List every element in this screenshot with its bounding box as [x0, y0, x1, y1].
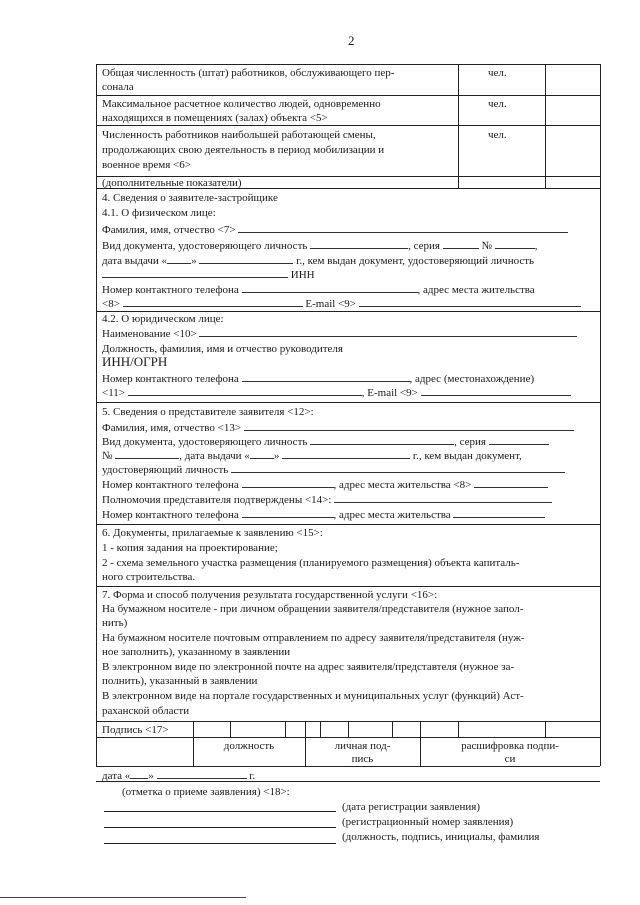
s5-phone3-field[interactable]: [102, 507, 545, 522]
s5-fio-field[interactable]: [102, 420, 574, 435]
date-prefix: дата «: [102, 770, 131, 782]
s7-option-paper-personal[interactable]: На бумажном носителе - при личном обращении заявителя/представителя (нужное запол-: [102, 603, 524, 615]
s4-doc-label: Вид документа, удостоверяющего личность: [102, 240, 308, 252]
s5-date-label: , дата выдачи «: [179, 450, 250, 462]
signature-col-decode-2: си: [504, 753, 516, 765]
reception-line-1[interactable]: [104, 811, 336, 812]
reception-line-2[interactable]: [104, 827, 336, 828]
row-capacity-label-2: находящихся в помещениях (залах) объекта <5>: [102, 112, 328, 124]
s4-date-label: дата выдачи «: [102, 255, 168, 267]
s5-issued-label: г., кем выдан документ,: [412, 450, 522, 462]
s4-email2-label: , E-mail <9>: [361, 387, 418, 399]
reception-line-3[interactable]: [104, 843, 336, 844]
s4-note11: <11>: [102, 387, 125, 399]
s4-inn-field[interactable]: [102, 267, 315, 282]
page-number: 2: [348, 33, 355, 48]
s4-fio-field[interactable]: [102, 222, 568, 237]
s5-series-label: , серия: [454, 436, 486, 448]
row-staff-label-2: сонала: [102, 81, 134, 93]
s5-date-field[interactable]: [102, 448, 522, 463]
s4-title: 4. Сведения о заявителе-застройщике: [102, 192, 278, 204]
reception-number-label: (регистрационный номер заявления): [342, 816, 514, 828]
signature-col-sign-1: личная под-: [334, 740, 391, 752]
date-suffix: г.: [249, 770, 256, 782]
s7-option-portal-2: раханской области: [102, 705, 190, 717]
s5-address-label: , адрес места жительства <8>: [333, 479, 472, 491]
s5-fio-label: Фамилия, имя, отчество <13>: [102, 422, 242, 434]
row-shift-label-1: Численность работников наибольшей работающей смены,: [102, 129, 376, 141]
s7-option-email-2: полнить), указанный в заявлении: [102, 675, 258, 687]
s5-address3-label: , адрес места жительства: [333, 509, 451, 521]
s4-note8: <8>: [102, 298, 120, 310]
s4-name-field[interactable]: [102, 326, 577, 341]
s4-legal-title: 4.2. О юридическом лице:: [102, 313, 224, 325]
s7-option-email[interactable]: В электронном виде по электронной почте на адрес заявителя/представтеля (нужное за-: [102, 661, 515, 673]
signature-title: Подпись <17>: [102, 724, 169, 736]
s4-doc-field[interactable]: Вид документа, удостоверяющего личность , серия № ,: [102, 240, 538, 252]
s4-address-label: , адрес места жительства: [417, 284, 535, 296]
row-staff-label-1: Общая численность (штат) работников, обслуживающего пер-: [102, 67, 395, 79]
s5-phone3-label: Номер контактного телефона: [102, 509, 239, 521]
s5-phone-field[interactable]: [102, 477, 548, 492]
s4-email-label: E-mail <9>: [305, 298, 357, 310]
s6-item-1: 1 - копия задания на проектирование;: [102, 542, 278, 554]
s5-date-quote: »: [273, 450, 280, 462]
s7-title: 7. Форма и способ получения результата государственной услуги <16>:: [102, 589, 438, 601]
s5-no-label: №: [102, 450, 113, 462]
row-shift-unit: чел.: [488, 129, 507, 141]
s4-email2-field[interactable]: [102, 385, 571, 400]
s4-date-field[interactable]: [102, 253, 534, 268]
s5-powers-label: Полномочия представителя подтверждены <14>:: [102, 494, 332, 506]
s5-phone-label: Номер контактного телефона: [102, 479, 239, 491]
s4-inn-ogrn-label: ИНН/ОГРН: [102, 354, 168, 369]
s4-phone-label: Номер контактного телефона: [102, 284, 239, 296]
s4-address2-label: , адрес (местонахождение): [409, 373, 535, 385]
s4-phone2-field[interactable]: [102, 371, 534, 386]
reception-official-label: (должность, подпись, инициалы, фамилия: [342, 831, 540, 843]
s5-doc2-label: удостоверяющий личность: [102, 464, 229, 476]
s4-head-label: Должность, фамилия, имя и отчество руководителя: [102, 343, 343, 355]
s7-option-paper-post[interactable]: На бумажном носителе почтовым отправлением по адресу заявителя/представителя (нуж-: [102, 632, 525, 644]
s5-doc2-field[interactable]: [102, 462, 565, 477]
s4-issued-label: г., кем выдан документ, удостоверяющий личность: [296, 255, 535, 267]
row-capacity-label-1: Максимальное расчетное количество людей, одновременно: [102, 98, 381, 110]
s4-email-field[interactable]: [102, 296, 581, 311]
row-shift-label-3: военное время <6>: [102, 159, 191, 171]
row-extra-label: (дополнительные показатели): [102, 177, 242, 189]
s6-title: 6. Документы, прилагаемые к заявлению <15>:: [102, 527, 323, 539]
s4-no-label: №: [481, 240, 492, 252]
date-quote: »: [148, 770, 154, 782]
signature-col-decode-1: расшифровка подпи-: [461, 740, 559, 752]
footnote-separator: [0, 897, 246, 898]
signature-col-sign-2: пись: [351, 753, 374, 765]
s7-option-paper-personal-2: нить): [102, 617, 128, 629]
s5-powers-field[interactable]: [102, 492, 552, 507]
s7-option-paper-post-2: ное заполнить), указанному в заявлении: [102, 646, 291, 658]
s6-item-2-line1: 2 - схема земельного участка размещения (планируемого размещения) объекта капиталь-: [102, 557, 520, 569]
s4-inn-label: ИНН: [290, 269, 315, 281]
s4-individual-title: 4.1. О физическом лице:: [102, 207, 216, 219]
row-staff-unit: чел.: [488, 67, 507, 79]
s5-title: 5. Сведения о представителе заявителя <12>:: [102, 406, 314, 418]
s5-doc-label: Вид документа, удостоверяющего личность: [102, 436, 308, 448]
s4-phone-field[interactable]: [102, 282, 535, 297]
s4-name-label: Наименование <10>: [102, 328, 197, 340]
s4-series-label: , серия: [408, 240, 440, 252]
row-shift-label-2: продолжающих свою деятельность в период мобилизации и: [102, 144, 385, 156]
s5-doc-field[interactable]: [102, 434, 549, 449]
s7-option-portal[interactable]: В электронном виде на портале государственных и муниципальных услуг (функций) Аст-: [102, 690, 524, 702]
s4-fio-label: Фамилия, имя, отчество <7>: [102, 224, 236, 236]
reception-title: (отметка о приеме заявления) <18>:: [122, 786, 290, 798]
signature-col-position: должность: [223, 740, 275, 752]
date-divider: [96, 781, 600, 782]
s4-date-quote: »: [191, 255, 197, 267]
row-capacity-unit: чел.: [488, 98, 507, 110]
s4-phone2-label: Номер контактного телефона: [102, 373, 239, 385]
reception-date-label: (дата регистрации заявления): [342, 801, 481, 813]
s6-item-2-line2: ного строительства.: [102, 571, 196, 583]
